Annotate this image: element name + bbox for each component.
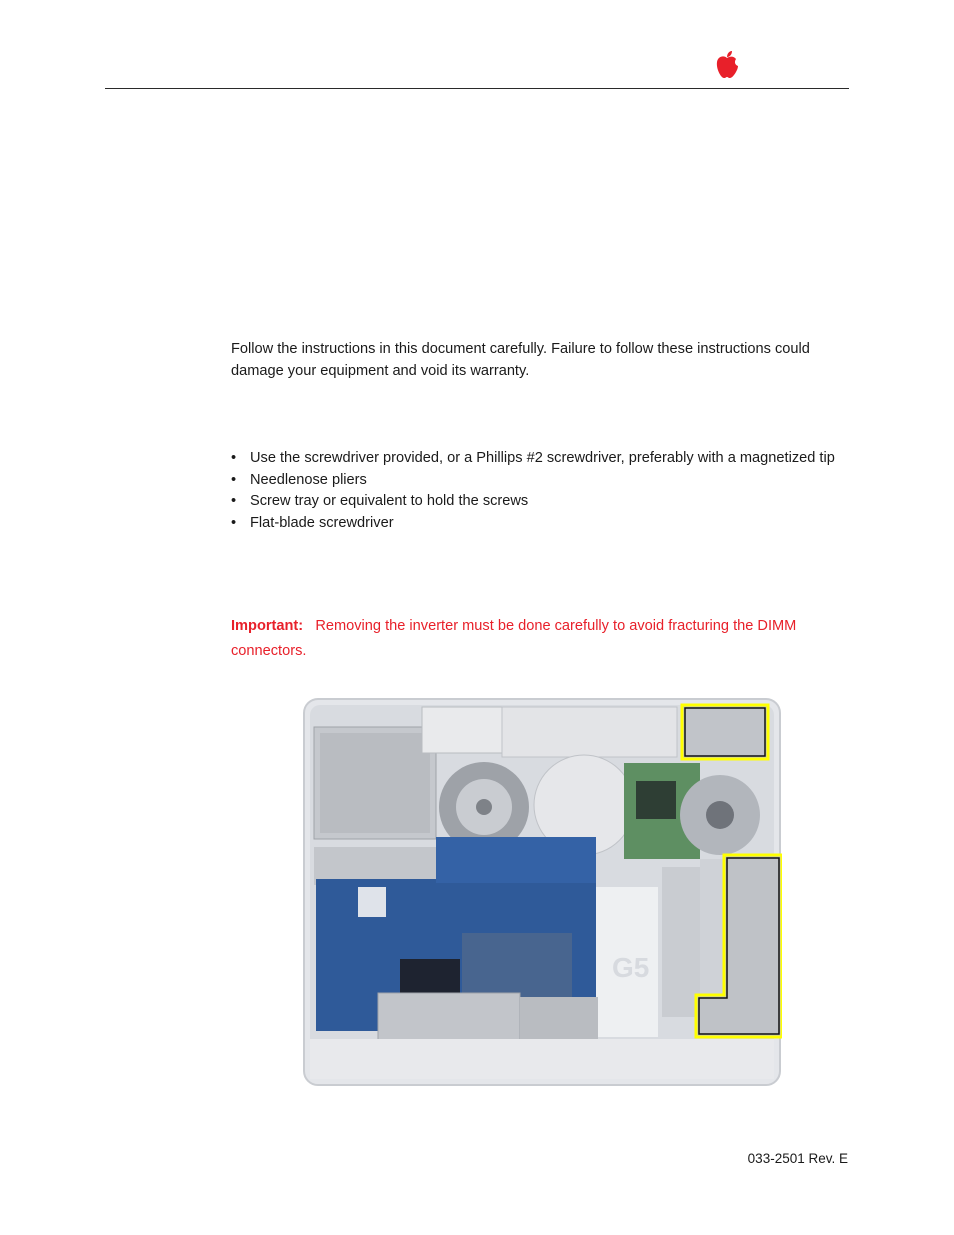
important-text: Removing the inverter must be done carefully to avoid fracturing the DIMM connectors. <box>231 618 797 659</box>
apple-logo-icon <box>714 50 740 80</box>
bullet: • <box>231 514 237 531</box>
bullet: • <box>231 471 237 488</box>
header-rule <box>105 88 849 89</box>
list-item <box>231 470 851 492</box>
imac-internal-photo <box>302 697 782 1087</box>
important-label: Important: <box>231 618 304 634</box>
tool-label: Use the screwdriver provided, or a Phillips #2 screwdriver, preferably with a magnetized tip <box>250 450 835 466</box>
tool-label: Screw tray or equivalent to hold the screws <box>250 493 529 509</box>
list-item <box>231 491 851 513</box>
tool-label: Needlenose pliers <box>250 471 367 488</box>
bullet: • <box>231 493 237 509</box>
document-number: 033-2501 Rev. E <box>747 1151 848 1166</box>
list-item <box>231 448 851 470</box>
intro-paragraph: Follow the instructions in this document carefully. Failure to follow these instructions could damage your equipment and void its warranty. <box>231 341 810 379</box>
bullet: • <box>231 450 237 466</box>
tool-label: Flat-blade screwdriver <box>250 514 394 531</box>
g5-chip-label: G5 <box>612 952 650 983</box>
tools-list <box>231 448 851 534</box>
list-item <box>231 513 851 535</box>
important-note <box>231 614 851 664</box>
